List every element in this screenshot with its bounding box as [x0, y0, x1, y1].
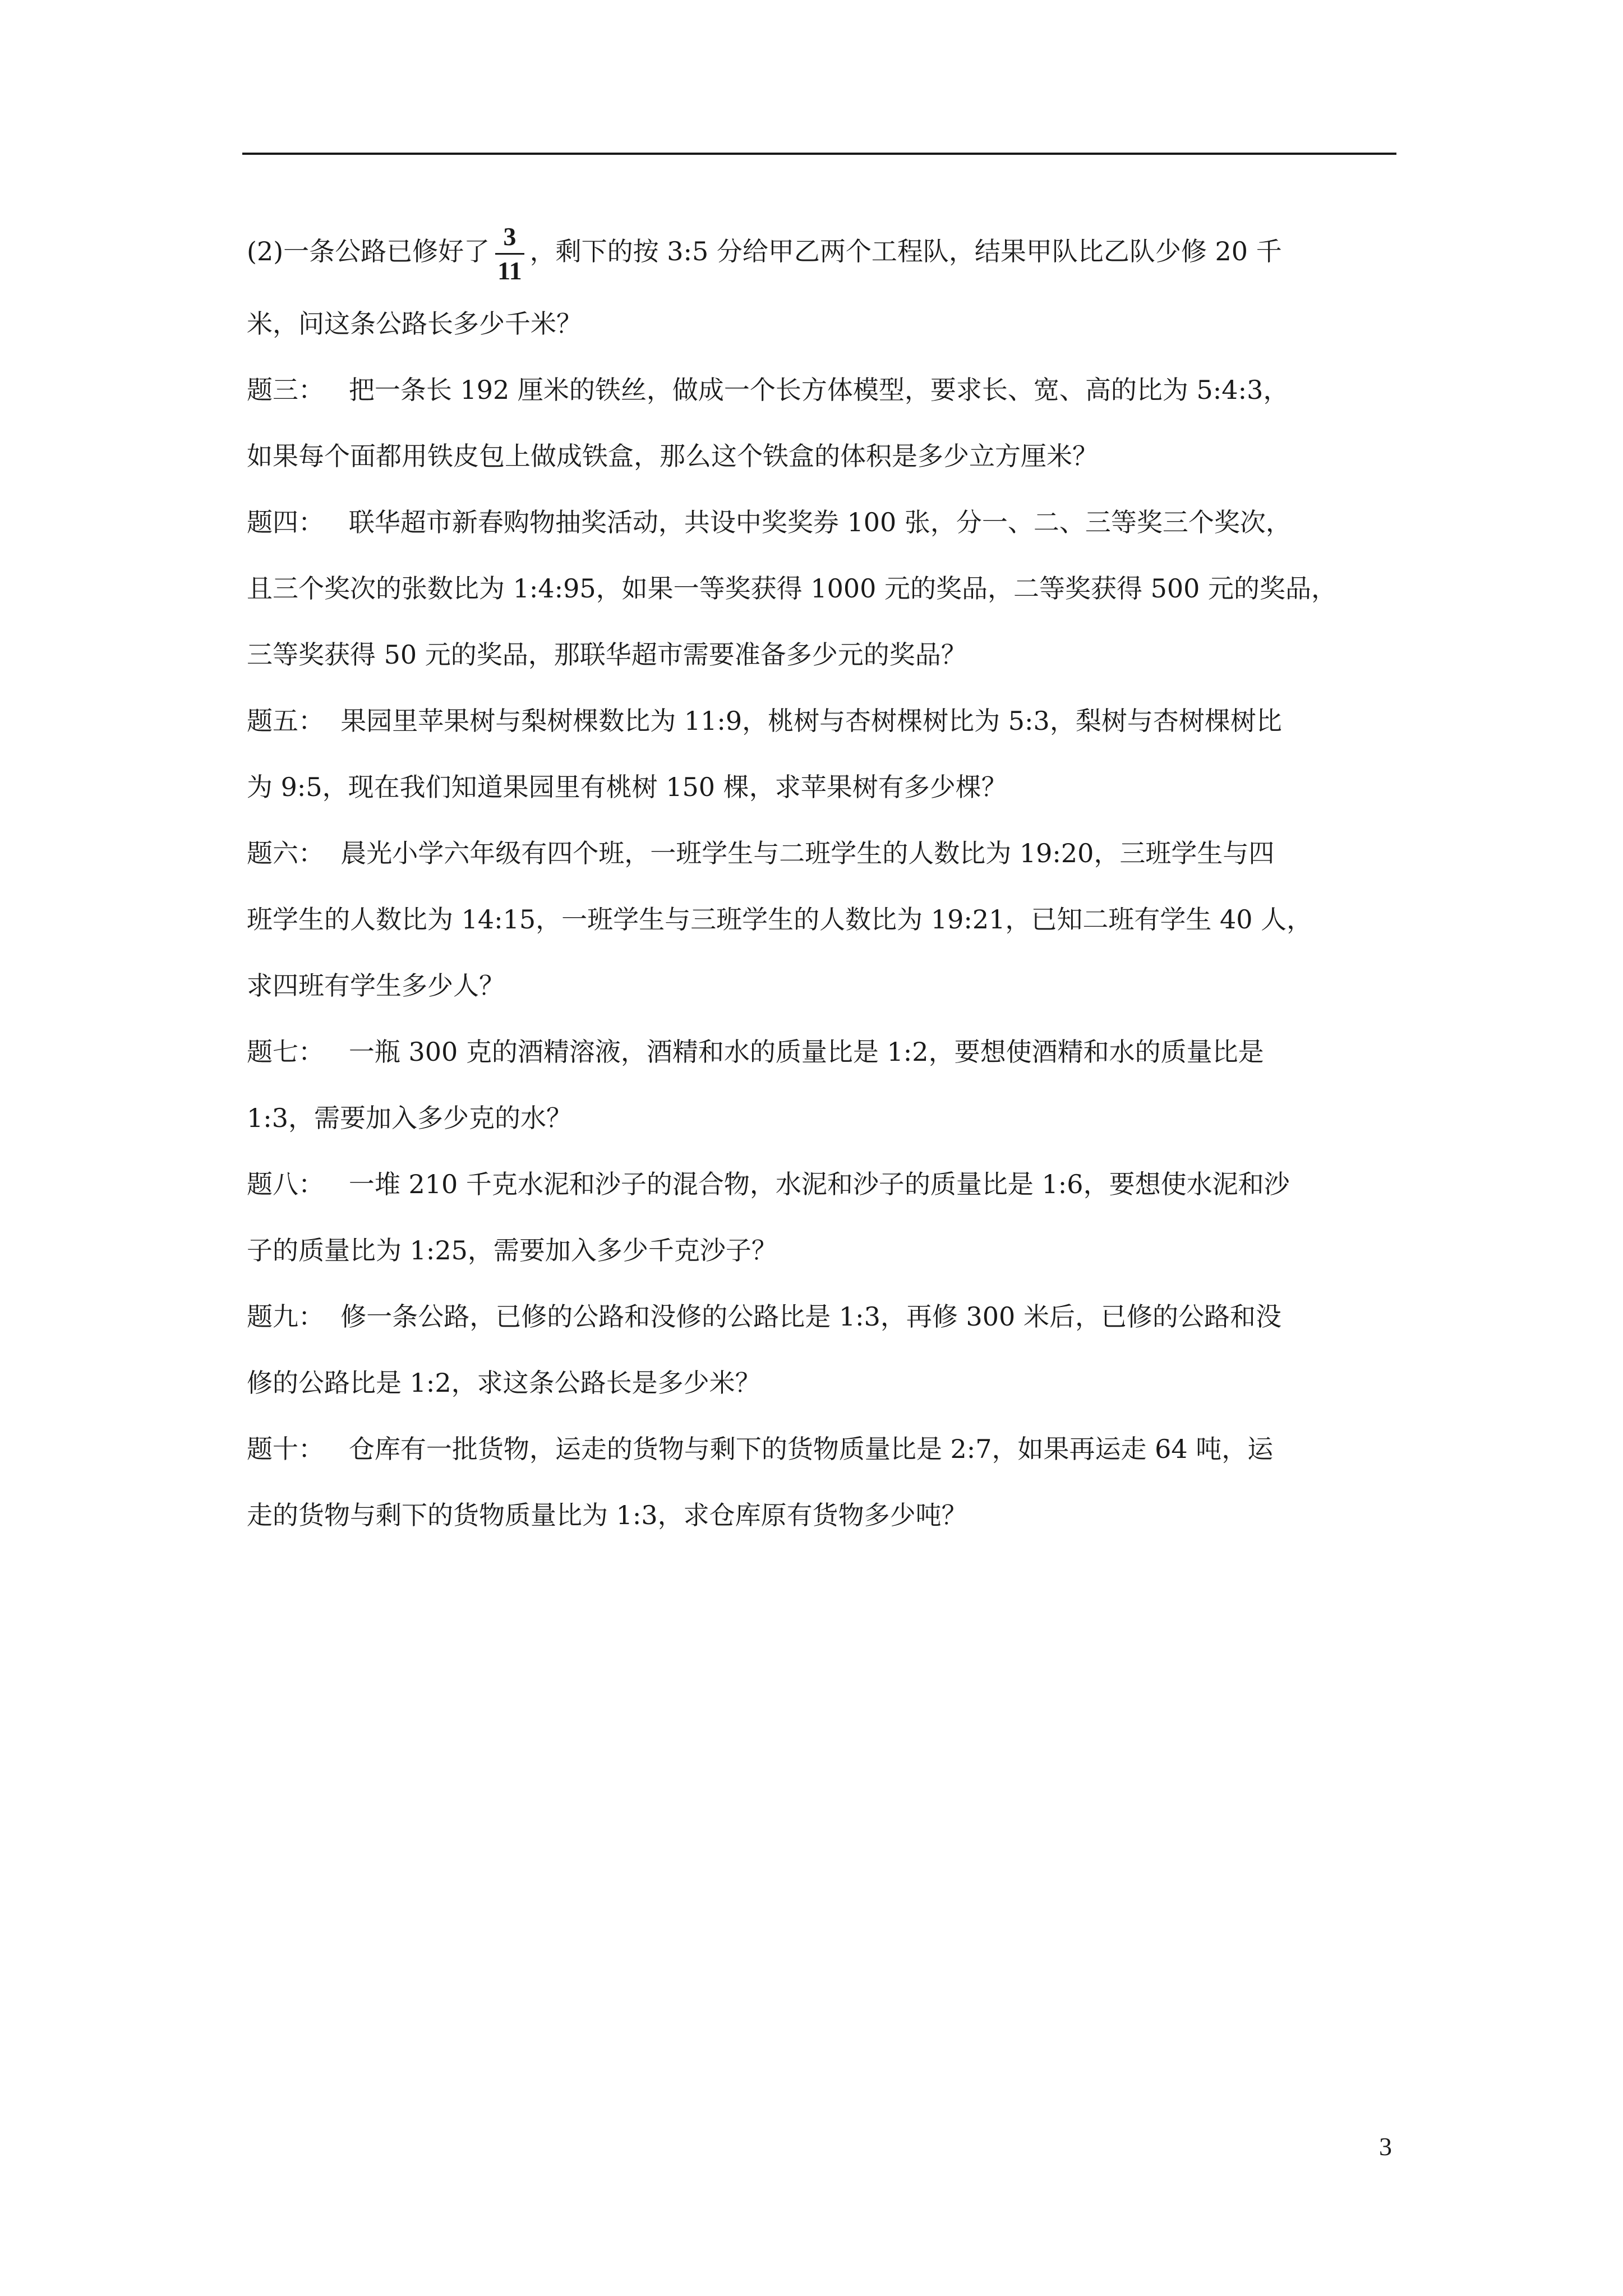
problem-text: 如果每个面都用铁皮包上做成铁盒，那么这个铁盒的体积是多少立方厘米？ [247, 441, 1098, 471]
problem-line [247, 1416, 1396, 1482]
problem-text: 晨光小学六年级有四个班，一班学生与二班学生的人数比为 19:20，三班学生与四 [340, 838, 1275, 868]
problem-label: 题三： [247, 375, 324, 405]
problem-text: 修的公路比是 1:2，求这条公路长是多少米？ [247, 1368, 761, 1398]
problem-label: 题五： [247, 706, 324, 736]
problem-label: 题八： [247, 1169, 324, 1199]
problem-2-suffix: ，剩下的按 3:5 分给甲乙两个工程队，结果甲队比乙队少修 20 千 [529, 236, 1282, 266]
problem-text: 果园里苹果树与梨树棵数比为 11:9，桃树与杏树棵树比为 5:3，梨树与杏树棵树比 [340, 706, 1282, 736]
problem-text: 1:3，需要加入多少克的水？ [247, 1103, 573, 1133]
label-gap [324, 1037, 349, 1067]
problem-line [247, 953, 1396, 1019]
page-number: 3 [1379, 2132, 1392, 2161]
label-gap [324, 838, 340, 868]
problem-label: 题四： [247, 507, 324, 537]
fraction-numerator: 3 [495, 222, 524, 255]
problem-text: 仓库有一批货物，运走的货物与剩下的货物质量比是 2:7，如果再运走 64 吨，运 [348, 1434, 1274, 1464]
problem-line [247, 1151, 1396, 1217]
problem-line [247, 754, 1396, 820]
problem-text: 走的货物与剩下的货物质量比为 1:3，求仓库原有货物多少吨？ [247, 1500, 967, 1530]
label-gap [324, 1169, 349, 1199]
problem-line [247, 622, 1396, 688]
problem-2-line-2: 米，问这条公路长多少千米？ [247, 309, 582, 339]
problem-text: 班学生的人数比为 14:15，一班学生与三班学生的人数比为 19:21，已知二班有学生 40 人， [247, 904, 1313, 935]
problem-line [247, 688, 1396, 754]
problem-text: 一堆 210 千克水泥和沙子的混合物，水泥和沙子的质量比是 1:6，要想使水泥和沙 [348, 1169, 1290, 1199]
problem-text: 三等奖获得 50 元的奖品，那联华超市需要准备多少元的奖品？ [247, 639, 967, 670]
problem-label: 题九： [247, 1301, 324, 1332]
problem-text: 子的质量比为 1:25，需要加入多少千克沙子？ [247, 1235, 777, 1266]
problem-label: 题十： [247, 1434, 324, 1464]
label-gap [324, 1301, 340, 1332]
problem-line [247, 555, 1396, 622]
problem-line [247, 357, 1396, 423]
problem-text: 修一条公路，已修的公路和没修的公路比是 1:3，再修 300 米后，已修的公路和没 [340, 1301, 1281, 1332]
problem-line [247, 489, 1396, 555]
problem-text: 求四班有学生多少人？ [247, 970, 505, 1001]
problem-text: 为 9:5，现在我们知道果园里有桃树 150 棵，求苹果树有多少棵？ [247, 772, 1007, 802]
problem-line [247, 886, 1396, 953]
problem-line [247, 820, 1396, 886]
fraction [495, 222, 524, 286]
document-body [247, 212, 1396, 1548]
problem-label: 题七： [247, 1037, 324, 1067]
problem-list [247, 357, 1396, 1548]
problem-line [247, 1482, 1396, 1548]
problem-line [247, 1019, 1396, 1085]
problem-2-line-1 [247, 212, 1396, 291]
label-gap [324, 1434, 349, 1464]
header-rule [242, 153, 1396, 155]
problem-line [247, 423, 1396, 489]
problem-text: 把一条长 192 厘米的铁丝，做成一个长方体模型，要求长、宽、高的比为 5:4:3， [348, 375, 1289, 405]
label-gap [324, 706, 340, 736]
problem-text: 且三个奖次的张数比为 1:4:95，如果一等奖获得 1000 元的奖品，二等奖获得 500 元的奖品， [247, 573, 1338, 604]
problem-text: 一瓶 300 克的酒精溶液，酒精和水的质量比是 1:2，要想使酒精和水的质量比是 [348, 1037, 1264, 1067]
label-gap [324, 507, 349, 537]
problem-label: 题六： [247, 838, 324, 868]
problem-line [247, 1283, 1396, 1350]
problem-line [247, 1217, 1396, 1283]
problem-line [247, 1085, 1396, 1151]
label-gap [324, 375, 349, 405]
problem-line [247, 1350, 1396, 1416]
fraction-denominator: 11 [497, 256, 522, 285]
problem-2-prefix: (2)一条公路已修好了 [247, 236, 490, 266]
problem-text: 联华超市新春购物抽奖活动，共设中奖奖券 100 张，分一、二、三等奖三个奖次， [348, 507, 1292, 537]
